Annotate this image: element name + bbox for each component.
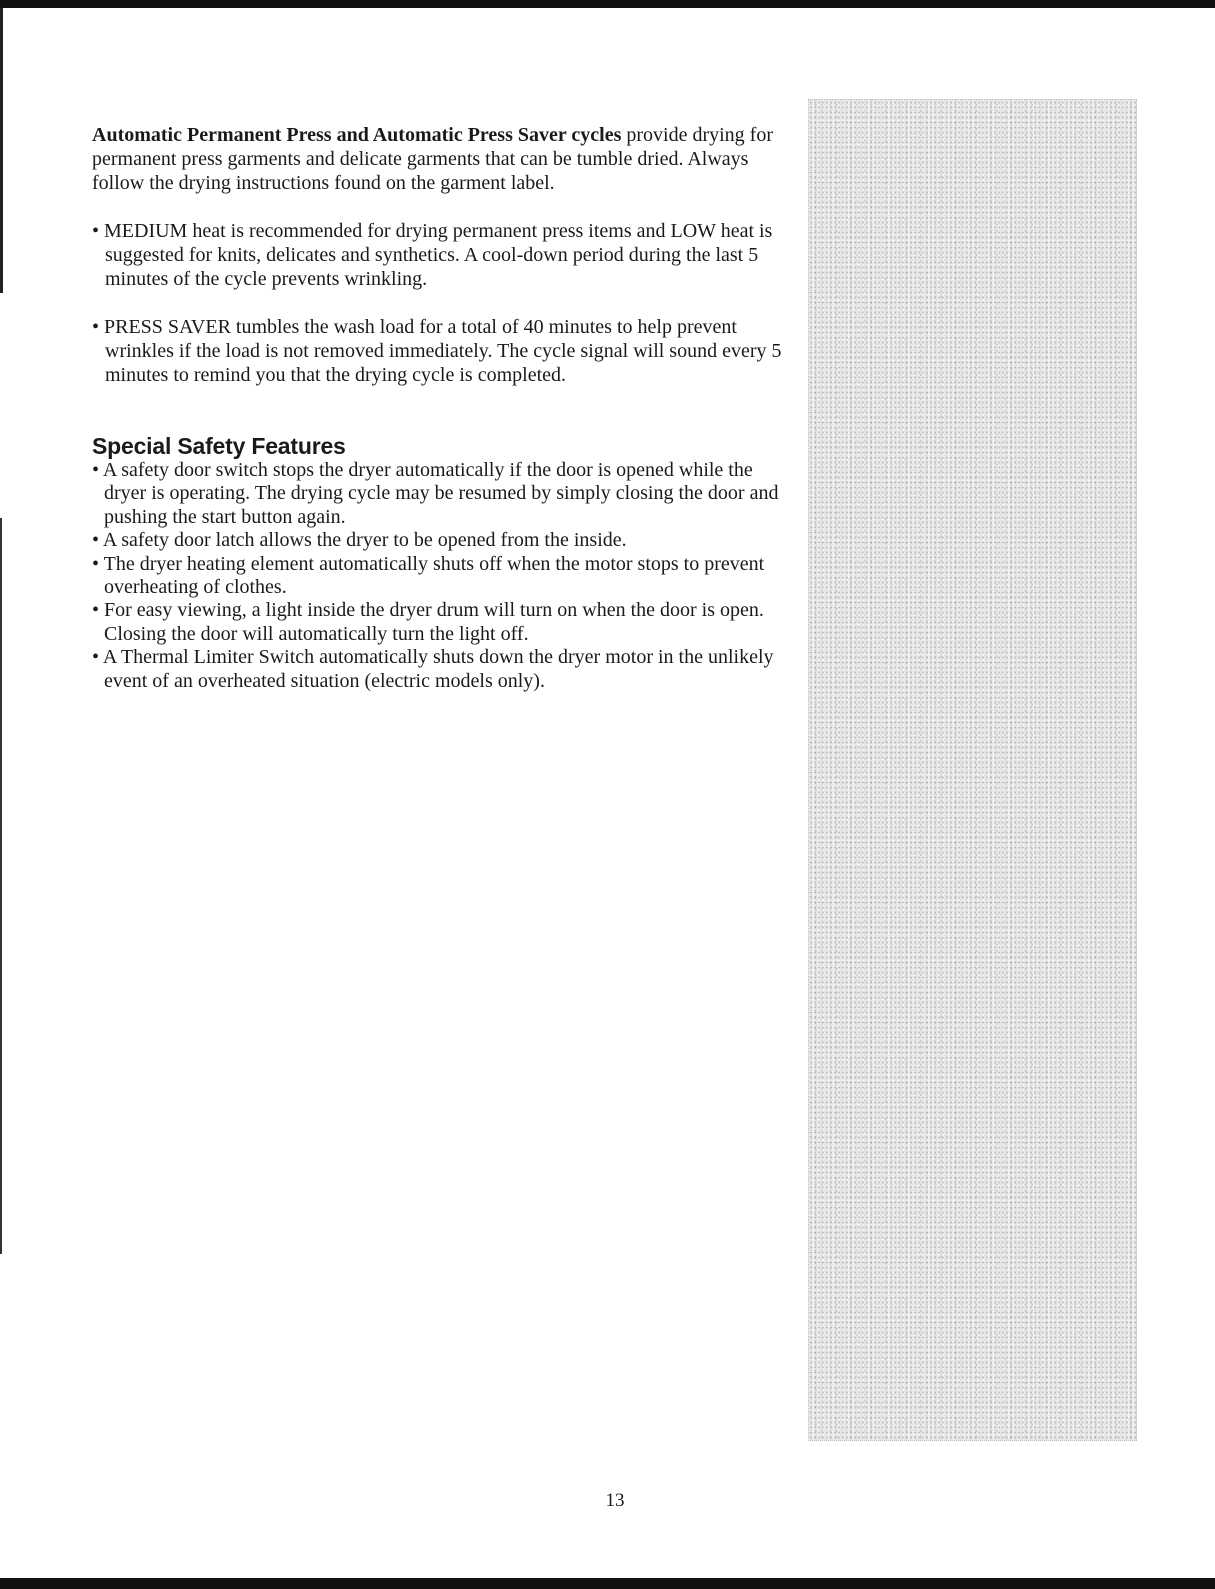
scan-edge-top	[0, 0, 1215, 8]
page-number: 13	[605, 1490, 625, 1511]
intro-text: provide drying for permanent press garments and delicate garments that can be tumble dried. Always follow the drying instructions found on the garment label.	[92, 124, 773, 194]
intro-lead: Automatic Permanent Press and Automatic Press Saver cycles	[92, 124, 622, 146]
scan-edge-left	[0, 8, 3, 293]
safety-item-thermal-limiter: • A Thermal Limiter Switch automatically shuts down the dryer motor in the unlikely event of an overheated situation (electric models only).	[92, 646, 774, 692]
scan-edge-left-lower	[0, 518, 2, 1254]
shaded-side-panel	[808, 99, 1137, 1441]
safety-list	[92, 459, 782, 693]
bullet-medium-heat: • MEDIUM heat is recommended for drying permanent press items and LOW heat is suggested for knits, delicates and synthetics. A cool-down period during the last 5 minutes of the cycle prevents wrinkling.	[92, 220, 773, 290]
intro-paragraph	[92, 123, 782, 195]
bullet-press-saver: • PRESS SAVER tumbles the wash load for a total of 40 minutes to help prevent wrinkles if the load is not removed immediately. The cycle signal will sound every 5 minutes to remind you that the drying cycle is completed.	[92, 316, 782, 386]
section-heading: Special Safety Features	[92, 433, 346, 459]
page-content	[92, 123, 782, 693]
safety-item-drum-light: • For easy viewing, a light inside the dryer drum will turn on when the door is open. Closing the door will automatically turn the light off.	[92, 599, 764, 645]
safety-item-heating-element: • The dryer heating element automatically shuts off when the motor stops to prevent overheating of clothes.	[92, 552, 765, 599]
safety-item-door-latch: • A safety door latch allows the dryer to be opened from the inside.	[92, 529, 627, 552]
safety-item-door-switch: • A safety door switch stops the dryer automatically if the door is opened while the dryer is operating. The drying cycle may be resumed by simply closing the door and pushing the start button again.	[92, 459, 779, 528]
scan-edge-bottom	[0, 1578, 1215, 1589]
